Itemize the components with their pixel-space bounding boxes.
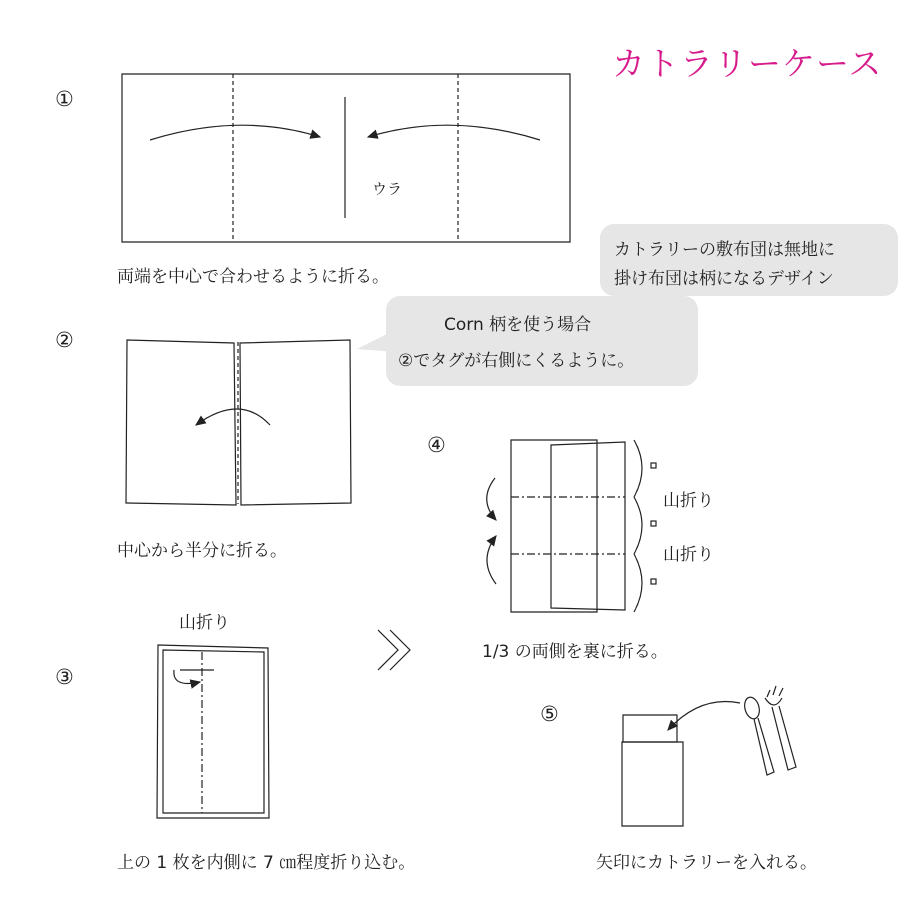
step5-number: ⑤ [540, 702, 559, 726]
step4-number: ④ [427, 433, 446, 457]
design-note-line-2: 掛け布団は柄になるデザイン [614, 269, 834, 289]
corn-note-line-2: ②でタグが右側にくるように。 [398, 351, 635, 371]
step5-caption: 矢印にカトラリーを入れる。 [596, 853, 817, 873]
step1-caption: 両端を中心で合わせるように折る。 [117, 267, 389, 287]
step3-caption: 上の 1 枚を内側に 7 ㎝程度折り込む。 [117, 853, 416, 873]
design-note-line-1: カトラリーの敷布団は無地に [614, 240, 835, 260]
step3-number: ③ [55, 665, 74, 689]
step4-fold-label-1: 山折り [663, 491, 714, 511]
step3-mountain-label: 山折り [179, 613, 230, 633]
page-title: カトラリーケース [612, 44, 883, 83]
step2-caption: 中心から半分に折る。 [117, 541, 287, 561]
corn-note-line-1: Corn 柄を使う場合 [444, 315, 592, 335]
step2-number: ② [55, 328, 74, 352]
step4-caption: 1/3 の両側を裏に折る。 [482, 642, 668, 662]
corn-note-bubble [386, 296, 698, 386]
step1-number: ① [55, 87, 74, 111]
step1-ura-label: ウラ [372, 180, 403, 198]
step4-fold-label-2: 山折り [663, 545, 714, 565]
